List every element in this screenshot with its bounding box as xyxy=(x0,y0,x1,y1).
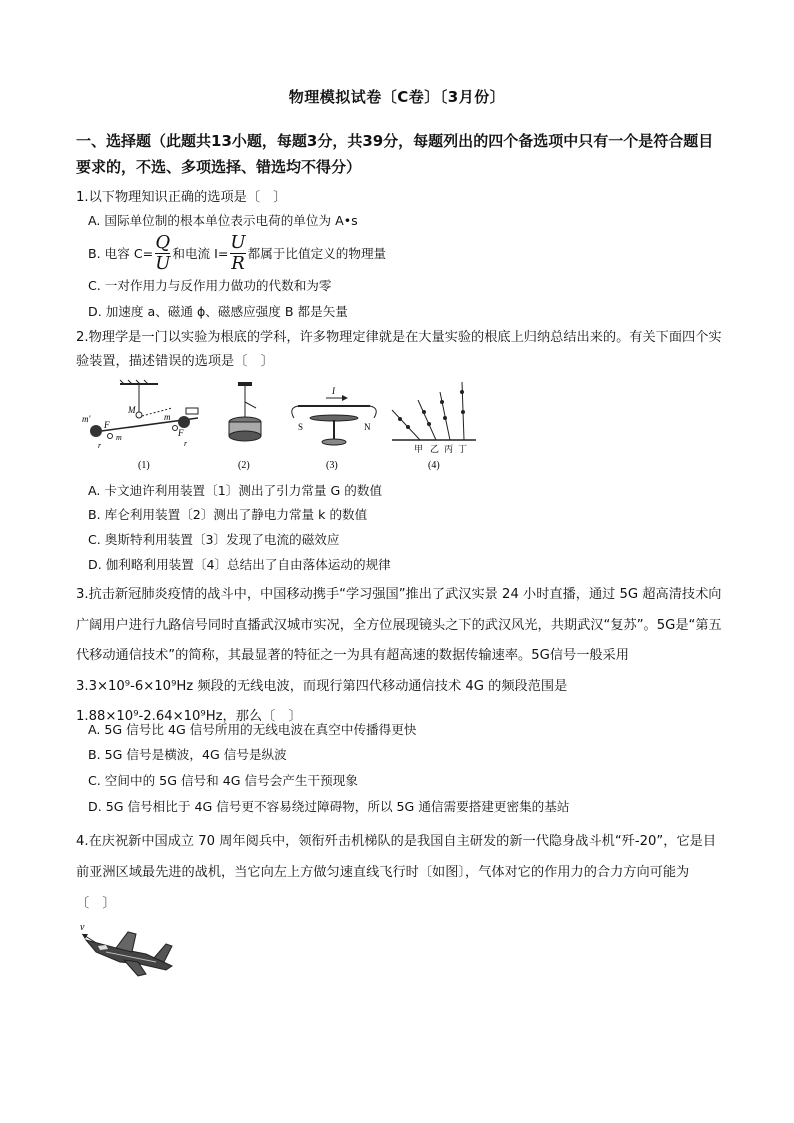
option-b-suffix: 都属于比值定义的物理量 xyxy=(247,245,387,261)
fig1-label-F-right: F xyxy=(178,428,184,438)
fraction-q-over-u xyxy=(155,234,170,273)
question-1-option-c: C. 一对作用力与反作用力做功的代数和为零 xyxy=(88,278,332,293)
option-b-mid: 和电流 I= xyxy=(172,245,229,261)
question-3-option-c: C. 空间中的 5G 信号和 4G 信号会产生干预现象 xyxy=(88,773,358,788)
fig3-label-current: I xyxy=(332,386,335,396)
figure-label-3: (3) xyxy=(326,460,338,471)
fig4-label-bing: 丙 xyxy=(444,444,454,454)
fig4-label-ding: 丁 xyxy=(458,444,468,454)
question-2-option-a: A. 卡文迪许利用装置〔1〕测出了引力常量 G 的数值 xyxy=(88,483,383,498)
fig4-label-yi: 乙 xyxy=(430,444,440,454)
question-3-stem: 3.抗击新冠肺炎疫情的战斗中，中国移动携手“学习强国”推出了武汉实景 24 小时直播，通过 5G 超高清技术向广阔用户进行九路信号同时直播武汉城市实况，全方位展现镜头之下的武汉风光，共期武汉“复苏”。5G是“第五代移动通信技术”的简称，其最显著的特征之一为具有超高速的数据传输速率。5G信号一般采用 3.3×10⁹-6×10⁹Hz 频段的无线电波，而现行第四代移动通信技术 4G 的频段范围是 1.88×10⁹-2.64×10⁹Hz，那么〔 〕 xyxy=(76,587,722,724)
question-3-option-b: B. 5G 信号是横波，4G 信号是纵波 xyxy=(88,747,287,762)
fighter-jet-figure xyxy=(76,918,180,980)
fraction-denominator: R xyxy=(231,253,245,274)
fighter-jet-icon xyxy=(86,932,172,976)
fig4-label-jia: 甲 xyxy=(414,444,424,454)
question-2-option-b: B. 库仑利用装置〔2〕测出了静电力常量 k 的数值 xyxy=(88,507,368,522)
fig1-label-m-prime: m' xyxy=(82,414,91,424)
question-3-option-a: A. 5G 信号比 4G 信号所用的无线电波在真空中传播得更快 xyxy=(88,722,417,737)
question-2-stem: 2.物理学是一门以实验为根底的学科，许多物理定律就是在大量实验的根底上归纳总结出来的。有关下面四个实验装置，描述错误的选项是〔 〕 xyxy=(76,330,722,369)
fraction-numerator: Q xyxy=(155,232,171,253)
fig1-label-r: r xyxy=(98,441,102,450)
figure-label-4: (4) xyxy=(428,460,440,471)
figure-1-torsion-balance xyxy=(82,380,198,471)
fig1-label-M: M xyxy=(128,405,136,415)
experiment-figure xyxy=(80,378,480,472)
velocity-label: v xyxy=(80,922,85,933)
question-3-option-d: D. 5G 信号相比于 4G 信号更不容易绕过障碍物，所以 5G 通信需要搭建更密集的基站 xyxy=(88,799,570,814)
fraction-numerator: U xyxy=(230,232,246,253)
figure-4-inclined-planes xyxy=(392,382,476,471)
page-title: 物理模拟试卷〔C卷〕〔3月份〕 xyxy=(288,88,506,106)
fraction-u-over-r xyxy=(230,234,245,273)
question-1-option-a: A. 国际单位制的根本单位表示电荷的单位为 A•s xyxy=(88,213,358,228)
fig3-label-south: S xyxy=(298,422,304,432)
question-1-stem: 1.以下物理知识正确的选项是〔 〕 xyxy=(76,190,287,205)
question-4-stem: 4.在庆祝新中国成立 70 周年阅兵中，领衔歼击机梯队的是我国自主研发的新一代隐身战斗机“歼-20”，它是目前亚洲区域最先进的战机，当它向左上方做匀速直线飞行时〔如图〕，气体对它的作用力的合力方向可能为〔 〕 xyxy=(76,834,717,911)
fig1-label-m: m xyxy=(116,433,122,442)
fig1-label-m-right: m xyxy=(164,412,171,422)
fig1-label-r-right: r xyxy=(184,439,188,448)
fig3-label-north: N xyxy=(364,422,371,432)
option-b-prefix: B. 电容 C= xyxy=(88,245,154,261)
section-heading: 一、选择题（此题共13小题，每题3分，共39分，每题列出的四个备选项中只有一个是符合题目要求的，不选、多项选择、错选均不得分） xyxy=(76,132,714,176)
figure-label-2: (2) xyxy=(238,460,250,471)
fig1-label-F: F xyxy=(104,420,110,430)
fraction-denominator: U xyxy=(155,253,171,274)
question-2-option-d: D. 伽利略利用装置〔4〕总结出了自由落体运动的规律 xyxy=(88,557,391,572)
question-2-option-c: C. 奥斯特利用装置〔3〕发现了电流的磁效应 xyxy=(88,532,340,547)
question-1-option-d: D. 加速度 a、磁通 ϕ、磁感应强度 B 都是矢量 xyxy=(88,304,348,319)
question-1-option-b xyxy=(88,234,386,273)
figure-2-coulomb-balance xyxy=(229,382,261,471)
figure-label-1: (1) xyxy=(138,460,150,471)
figure-3-oersted xyxy=(292,386,377,471)
